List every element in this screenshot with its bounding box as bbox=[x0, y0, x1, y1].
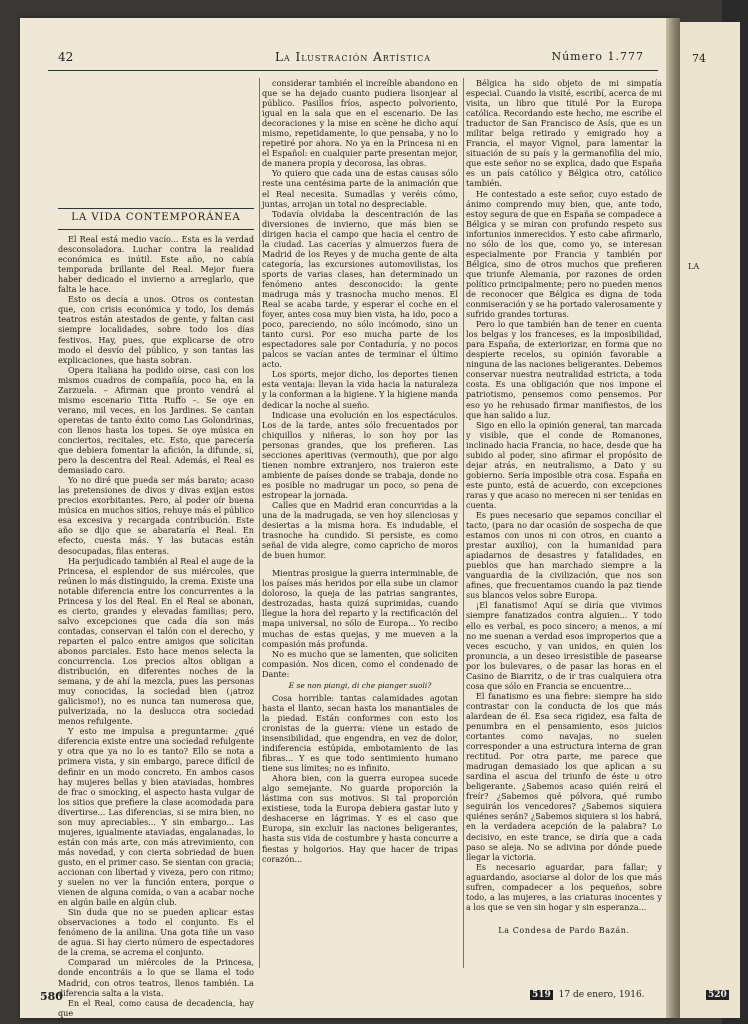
archive-footer bbox=[530, 990, 645, 1000]
paragraph: Todavía olvidaba la descentración de las diversiones de invierno, que más bien se dirigen hacia el campo que hacia el centro de la ciudad. Las cacerías y almuerzos fuera de Madrid de los Reyes y de mucha gente de alta categoría, las excursiones automovilistas, los sports de varias clases, han determinado un fenómeno antes desconocido: la gente madruga más y trasnocha mucho menos. El Real se acaba tarde, y esperar el coche en el foyer, antes cosa muy bien vista, ha ido, poco a poco, pareciendo, no sólo incómodo, sino un tanto cursi. Por eso mucha parte de los espectadores sale por Contaduría, y no pocos palcos se vacían antes de terminar el último acto. bbox=[262, 208, 458, 370]
paragraph: considerar también el increíble abandono en que se ha dejado cuanto pudiera lisonjear al público. Pasillos fríos, aspecto polvoriento, igual en la sala que en el escenario. De las decoraciones y la mise en scène he dicho aquí mismo, repetidamente, lo que pensaba, y no lo repetiré por ahora. No ya en la Princesa ni en el Español: en cualquier parte presentan mejor, de manera propia y decorosa, las obras. bbox=[262, 78, 458, 169]
publication-title: La Ilustración Artística bbox=[274, 50, 432, 64]
paragraph: Y esto me impulsa a preguntarme: ¿qué diferencia existe entre una sociedad refulgente y otra que ya no lo es tanto? Ello se nota a primera vista, y sin embargo, parece difícil de definir en un modo concreto. En ambos casos hay mujeres bellas y bien ataviadas, hombres de frac o smocking, el aspecto hasta vulgar de los sitios que prefiere la clase acomodada para divertirse... Las diferencias, si se mira bien, no son muy apreciables... Y sin embargo... Las mujeres, igualmente ataviadas, engalanadas, lo están con más arte, con más atrevimiento, con más novedad, y con cierta sobriedad de buen gusto, en el primer caso. Se sientan con gracia; accionan con libertad y viveza, pero con ritmo; y suelen no ver la función entera, porque o vienen de alguna comida, o van a acabar noche en algún baile en algún club. bbox=[58, 726, 254, 908]
column-3 bbox=[466, 78, 662, 978]
paragraph: En el Real, como causa de decadencia, hay que bbox=[58, 997, 254, 1018]
paragraph: Esto os decía a unos. Otros os contestan que, con crisis económica y todo, los demás teatros están atestados de gente, y faltan casi siempre localidades, sobre todo los días festivos. Hay, pues, que explicarse de otro modo el desvío del público, y son tantas las explicaciones, que hasta sobran. bbox=[58, 294, 254, 365]
issue-date: 17 de enero, 1916. bbox=[558, 990, 645, 1000]
page-gutter bbox=[666, 18, 680, 1018]
paragraph: El Real está medio vacío... Esta es la verdad desconsoladora. Luchar contra la realidad económica es inútil. Este año, no cabía temporada brillante del Real. Mejor fuera haber dedicado el invierno a arreglarlo, que falta le hace. bbox=[58, 234, 254, 295]
column-1 bbox=[58, 78, 254, 1018]
column-2 bbox=[262, 78, 458, 978]
paragraph: Los sports, mejor dicho, los deportes tienen esta ventaja: llevan la vida hacia la naturaleza y la conforman a la higiene. Y la higiene manda dedicar la noche al sueño. bbox=[262, 369, 458, 410]
paragraph: Es pues necesario que sepamos conciliar el tacto, (para no dar ocasión de sospecha de que estamos con unos ni con otros, en cuanto a prestar auxilio), con la humanidad para apiadarnos de desastres y fatalidades, en pueblos que han marchado siempre a la vanguardia de la civilización, que nos son afines, que frecuentamos cuando la paz tiende sus blancos velos sobre Europa. bbox=[466, 510, 662, 601]
paragraph: ¡El fanatismo! Aquí se diría que vivimos siempre fanatizados contra alguien... Y todo ello es verbal, es poco sincero; a menos, a mí no me suenan a verdad esos improperios que a veces escucho, y van unidos, en quien los pronuncia, a un deseo irresistible de pasearse por los bulevares, o de pasar las horas en el Casino de Biarritz, o de ir tras cualquiera otra cosa que sólo en Francia se encuentre... bbox=[466, 600, 662, 691]
paragraph: Es necesario aguardar, para fallar; y aguardando, asociarse al dolor de los que más sufren, compadecer a los pequeños, sobre todo, a las mujeres, a las criaturas inocentes y a los que se ven sin hogar y sin esperanza... bbox=[466, 861, 662, 912]
header-rule bbox=[48, 70, 658, 71]
paragraph: Comparad un miércoles de la Princesa, donde encontráis a lo que se llama el todo Madrid, con otros teatros, llenos también. La diferencia salta a la vista. bbox=[58, 957, 254, 998]
paragraph: Pero lo que también han de tener en cuenta los belgas y los franceses, es la imposibilidad, para España, de exteriorizar, en forma que no despierte recelos, su opinión favorable a ninguna de las naciones beligerantes. Debemos conservar nuestra neutralidad estricta, a toda costa. Es una obligación que nos impone el patriotismo, pensemos como pensemos. Por eso yo he rehusado firmar manifiestos, de los que han salido a luz. bbox=[466, 319, 662, 420]
column-divider bbox=[463, 78, 464, 968]
paragraph: Sigo en ello la opinión general, tan marcada y visible, que el conde de Romanones, inclinado hacia Francia, no hace, desde que ha subido al poder, sino afirmar el propósito de dejar atrás, en neutralismo, a Dato y su gobierno. Sería imposible otra cosa. España en este punto, está de acuerdo, con excepciones raras y que acaso no merecen ni ser tenidas en cuenta. bbox=[466, 419, 662, 510]
paragraph: El fanatismo es una fiebre: siempre ha sido contrastar con la conducta de los que más alardean de él. Esa seca rigidez, esa falta de penumbra en el pensamiento, esos juicios cortantes como navajas, no suelen corresponder a una estructura interna de gran rectitud. Por otra parte, me parece que madrugan demasiado los que aplican a su sardina el ascua del triunfo de éste u otro beligerante. ¿Sabemos acaso quién reirá el freír? ¿Sabemos qué pólvora, qué rumbo seguirán los vencedores? ¿Sabemos siquiera quiénes serán? ¿Sabemos siquiera si los habrá, en la verdadera acepción de la palabra? Lo decisivo, en este trance, se diría que a cada paso se aleja. No se adivina por dónde puede llegar la victoria. bbox=[466, 690, 662, 862]
title-rule-bottom bbox=[58, 229, 254, 230]
page-header bbox=[48, 50, 658, 68]
dante-quote: E se non piangi, di che pianger suoli? bbox=[288, 680, 432, 690]
paragraph: Bélgica ha sido objeto de mi simpatía especial. Cuando la visité, escribí, acerca de mi visita, un libro que titulé Por la Europa católica. Recordando este hecho, me escribe el traductor de San Francisco de Asís, que es un militar belga retirado y emigrado hoy a Francia, el mayor Vignol, para lamentar la situación de su país y la germanofilia del mío, que este señor no se explica, dado que España es un país católico y Bélgica otro, católico también. bbox=[466, 78, 662, 189]
paragraph: Sin duda que no se pueden aplicar estas observaciones a todo el conjunto. Es el fenómeno de la anilina. Una gota tiñe un vaso de agua. Si hay cierto número de espectadores de la crema, se acrema el conjunto. bbox=[58, 907, 254, 958]
paragraph: Yo no diré que pueda ser más barato; acaso las pretensiones de divos y divas exijan estos precios exorbitantes. Pero, al poder oír buena música en muchos sitios, rehuye más el público esa excesiva y recargada contribución. Este año se dijo que se abarataría el Real. En efecto, cuesta más. Y las butacas están desocupadas, filas enteras. bbox=[58, 475, 254, 556]
paragraph: Yo quiero que cada una de estas causas sólo reste una centésima parte de la animación que el Real necesita. Sumadlas y veréis cómo, juntas, arrojan un total no despreciable. bbox=[262, 168, 458, 209]
next-page-edge bbox=[680, 22, 740, 1018]
next-page-stamp: 520 bbox=[708, 990, 727, 1000]
archive-page-number: 580 bbox=[40, 990, 63, 1003]
paragraph: Ha perjudicado también al Real el auge de la Princesa, el esplendor de sus miércoles, que reúnen lo más distinguido, la crema. Existe una notable diferencia entre los concurrentes a la Princesa y los del Real. En el Real se abonan, es cierto, grandes y elevadas familias; pero, salvo excepciones que cada día son más contadas, conservan el talón con el derecho, y reparten el palco entre amigos que solicitan abonos parciales. Esto hace menos selecta la concurrencia. Los precios altos obligan a distribución, en diferentes noches de la semana, y de ahí la mezcla, pues las personas muy conocidas, la sociedad bien (¡atroz galicismo!), no es nunca tan numerosa que, pulverizada, no la deslucca otra sociedad menos refulgente. bbox=[58, 555, 254, 727]
paragraph: No es mucho que se lamenten, que soliciten compasión. Nos dicen, como el condenado de Dante: bbox=[262, 648, 458, 679]
column-divider bbox=[259, 78, 260, 968]
next-page-number: 74 bbox=[692, 52, 706, 65]
author-signature: La Condesa de Pardo Bazán. bbox=[498, 925, 630, 935]
paragraph: He contestado a este señor, cuyo estado de ánimo comprendo muy bien, que, ante todo, estoy segura de que en España se compadece a Bélgica y se miran con profundo respeto sus infortunios inmerecidos. Y esto cabe afirmarlo, no sólo de los que, como yo, se interesan especialmente por Francia y también por Bélgica, sino de otros muchos que prefieren que triunfe Alemania, por razones de orden político principalmente; pero no pueden menos de reconocer que Bélgica es digna de toda conmiseración y se ha portado valerosamente y sufrido grandes torturas. bbox=[466, 188, 662, 320]
paragraph: Mientras prosigue la guerra interminable, de los países más heridos por ella sube un clamor doloroso, la queja de las patrias sangrantes, destrozadas, hasta quizá suprimidas, cuando llegue la hora del reparto y la rectificación del mapa universal, no sólo de Europa... Yo recibo muchas de estas quejas, y me mueven a la compasión más profunda. bbox=[262, 568, 458, 649]
paragraph: Cosa horrible: tantas calamidades agotan hasta el llanto, secan hasta los manantiales de la piedad. Están conformes con esto los cronistas de la guerra: viene un estado de insensibilidad, que engendra, en vez de dolor, indiferencia estúpida, embotamiento de las fibras... Y es que todo sentimiento humano tiene sus límites; no es infinito. bbox=[262, 692, 458, 774]
paragraph: Opera italiana ha podido oirse, casi con los mismos cuadros de compañía, poco ha, en la Zarzuela. – Afirman que pronto vendrá al mismo escenario Titta Ruffo –. Se oye en verano, mil veces, en los Jardines. Se cantan operetas de tanto éxito como Las Golondrinas, con llenos hasta los topes. Se oye música en conciertos, recitales, etc. Esto, que parecería que debiera fomentar la afición, la difunde, sí, pero la descentra del Real. Además, el Real es demasiado caro. bbox=[58, 364, 254, 476]
next-page-fragment: LA bbox=[688, 262, 700, 271]
archive-stamp: 519 bbox=[532, 990, 551, 1000]
title-rule-top bbox=[58, 208, 254, 209]
paragraph: Indicase una evolución en los espectáculos. Los de la tarde, antes sólo frecuentados por chiquillos y niñeras, lo son hoy por las personas grandes, que los prefieren. Las secciones aperitivas (vermouth), que por algo tienen nombre extranjero, nos traieron este ambiente de países donde se trabaja, donde no es posible no madrugar un poco, so pena de estropear la jornada. bbox=[262, 409, 458, 500]
page-number: 42 bbox=[58, 50, 74, 64]
article-title: LA VIDA CONTEMPORÁNEA bbox=[71, 212, 241, 223]
paragraph: Ahora bien, con la guerra europea sucede algo semejante. No guarda proporción la lástima con sus motivos. Si tal proporción existiese, toda la Europa debiera gastar luto y deshacerse en lágrimas. Y es el caso que Europa, sin excluir las naciones beligerantes, hasta sus vida de costumbre y hasta concurre a fiestas y holgorios. Hay que hacer de tripas corazón... bbox=[262, 773, 458, 864]
issue-number: Número 1.777 bbox=[551, 50, 644, 63]
paragraph: Calles que en Madrid eran concurridas a la una de la madrugada, se ven hoy silenciosas y desiertas a la misma hora. Es indudable, el trasnoche ha cundido. Si persiste, es como señal de vida alegre, como capricho de moros de buen humor. bbox=[262, 499, 458, 561]
